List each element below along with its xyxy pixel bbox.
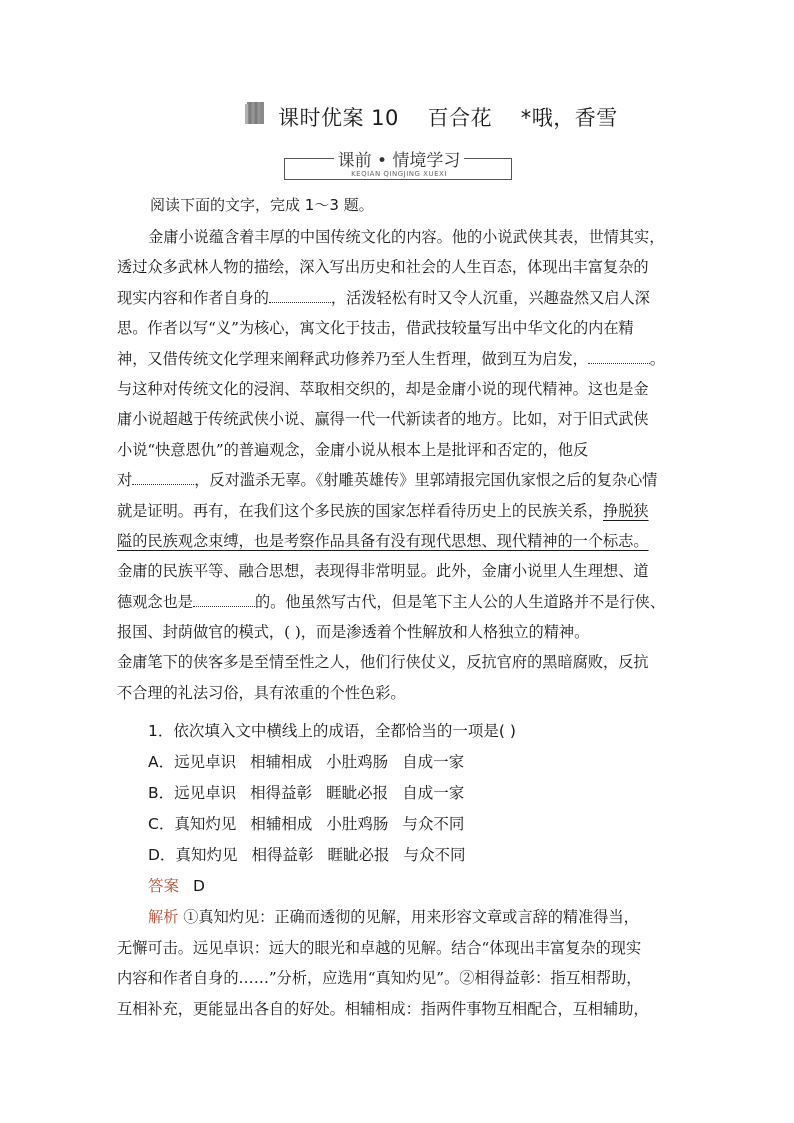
- option-b: B．远见卓识 相得益彰 睚眦必报 自成一家: [148, 784, 465, 802]
- analysis-line: 无懈可击。远见卓识：远大的眼光和卓越的见解。结合“体现出丰富复杂的现实: [117, 938, 642, 957]
- instruction-text: 阅读下面的文字，完成 1～3 题。: [150, 196, 374, 214]
- reading-passage: [117, 222, 677, 708]
- section-heading: 课前 • 情境学习: [284, 146, 514, 171]
- option-a: A．远见卓识 相辅相成 小肚鸡肠 自成一家: [148, 753, 465, 771]
- passage-line: 神，又借传统文化学理来阐释武功修养乃至人生哲理，做到互为启发， 。: [117, 349, 665, 368]
- analysis-line: 互相补充，更能显出各自的好处。相辅相成：指两件事物互相配合，互相辅助，: [117, 999, 649, 1018]
- question-1: [148, 716, 678, 902]
- answer-row: [148, 871, 678, 902]
- question-stem: 1．依次填入文中横线上的成语，全都恰当的一项是( ): [148, 722, 516, 740]
- option-c: C．真知灼见 相辅相成 小肚鸡肠 与众不同: [148, 815, 465, 833]
- passage-line: 庸小说超越于传统武侠小说、赢得一代一代新读者的地方。比如，对于旧式武侠: [117, 410, 649, 429]
- option-d: D．真知灼见 相得益彰 睚眦必报 与众不同: [148, 846, 466, 864]
- passage-line: 现实内容和作者自身的 ，活泼轻松有时又令人沉重，兴趣盎然又启人深: [117, 288, 650, 307]
- passage-line: 透过众多武林人物的描绘，深入写出历史和社会的人生百态，体现出丰富复杂的: [117, 258, 649, 277]
- blank-1: [269, 288, 331, 303]
- passage-line: 报国、封荫做官的模式，( )，而是渗透着个性解放和人格独立的精神。: [117, 623, 590, 642]
- page-title: 课时优案 10 百合花 *哦，香雪: [278, 106, 618, 130]
- analysis-line: 解析 ①真知灼见：正确而透彻的见解，用来形容文章或言辞的精准得当，: [148, 908, 639, 926]
- answer-label: 答案: [148, 877, 180, 895]
- passage-line: 不合理的礼法习俗，具有浓重的个性色彩。: [117, 683, 406, 702]
- passage-line: 思。作者以写“义”为核心，寓文化于技击，借武技较量写出中华文化的内在精: [117, 319, 634, 338]
- underlined-sentence: 隘的民族观念束缚，也是考察作品具备有没有现代思想、现代精神的一个标志。: [117, 531, 649, 550]
- passage-line: 就是证明。再有，在我们这个多民族的国家怎样看待历史上的民族关系，挣脱狭: [117, 501, 649, 520]
- passage-line: 对 ，反对滥杀无辜。《射雕英雄传》里郭靖报完国仇家恨之后的复杂心情: [117, 471, 658, 490]
- blank-2: [588, 349, 650, 364]
- passage-line: 金庸笔下的侠客多是至情至性之人，他们行侠仗义，反抗官府的黑暗腐败，反抗: [117, 653, 649, 672]
- blank-4: [193, 592, 255, 607]
- passage-line: 与这种对传统文化的浸润、萃取相交织的，却是金庸小说的现代精神。这也是金: [117, 379, 649, 398]
- section-banner: [284, 146, 514, 182]
- passage-line: 德观念也是 的。他虽然写古代，但是笔下主人公的人生道路并不是行侠、: [117, 592, 665, 611]
- book-icon: [244, 100, 266, 126]
- analysis-line: 内容和作者自身的……”分析，应选用“真知灼见”。②相得益彰：指互相帮助，: [117, 969, 642, 988]
- title-row: [0, 100, 794, 136]
- analysis-label: 解析: [148, 908, 179, 926]
- passage-line: 金庸的民族平等、融合思想，表现得非常明显。此外，金庸小说里人生理想、道: [117, 562, 649, 581]
- answer-value: D: [193, 877, 205, 895]
- passage-line: 小说“快意恩仇”的普遍观念，金庸小说从根本上是批评和否定的，他反: [117, 440, 589, 459]
- underlined-sentence: 挣脱狭: [603, 501, 649, 520]
- section-subheading: KEQIAN QINGJING XUEXI: [351, 170, 447, 178]
- analysis-block: [117, 902, 677, 1024]
- blank-3: [132, 470, 194, 485]
- passage-line: 金庸小说蕴含着丰厚的中国传统文化的内容。他的小说武侠其表，世情其实，: [148, 228, 665, 246]
